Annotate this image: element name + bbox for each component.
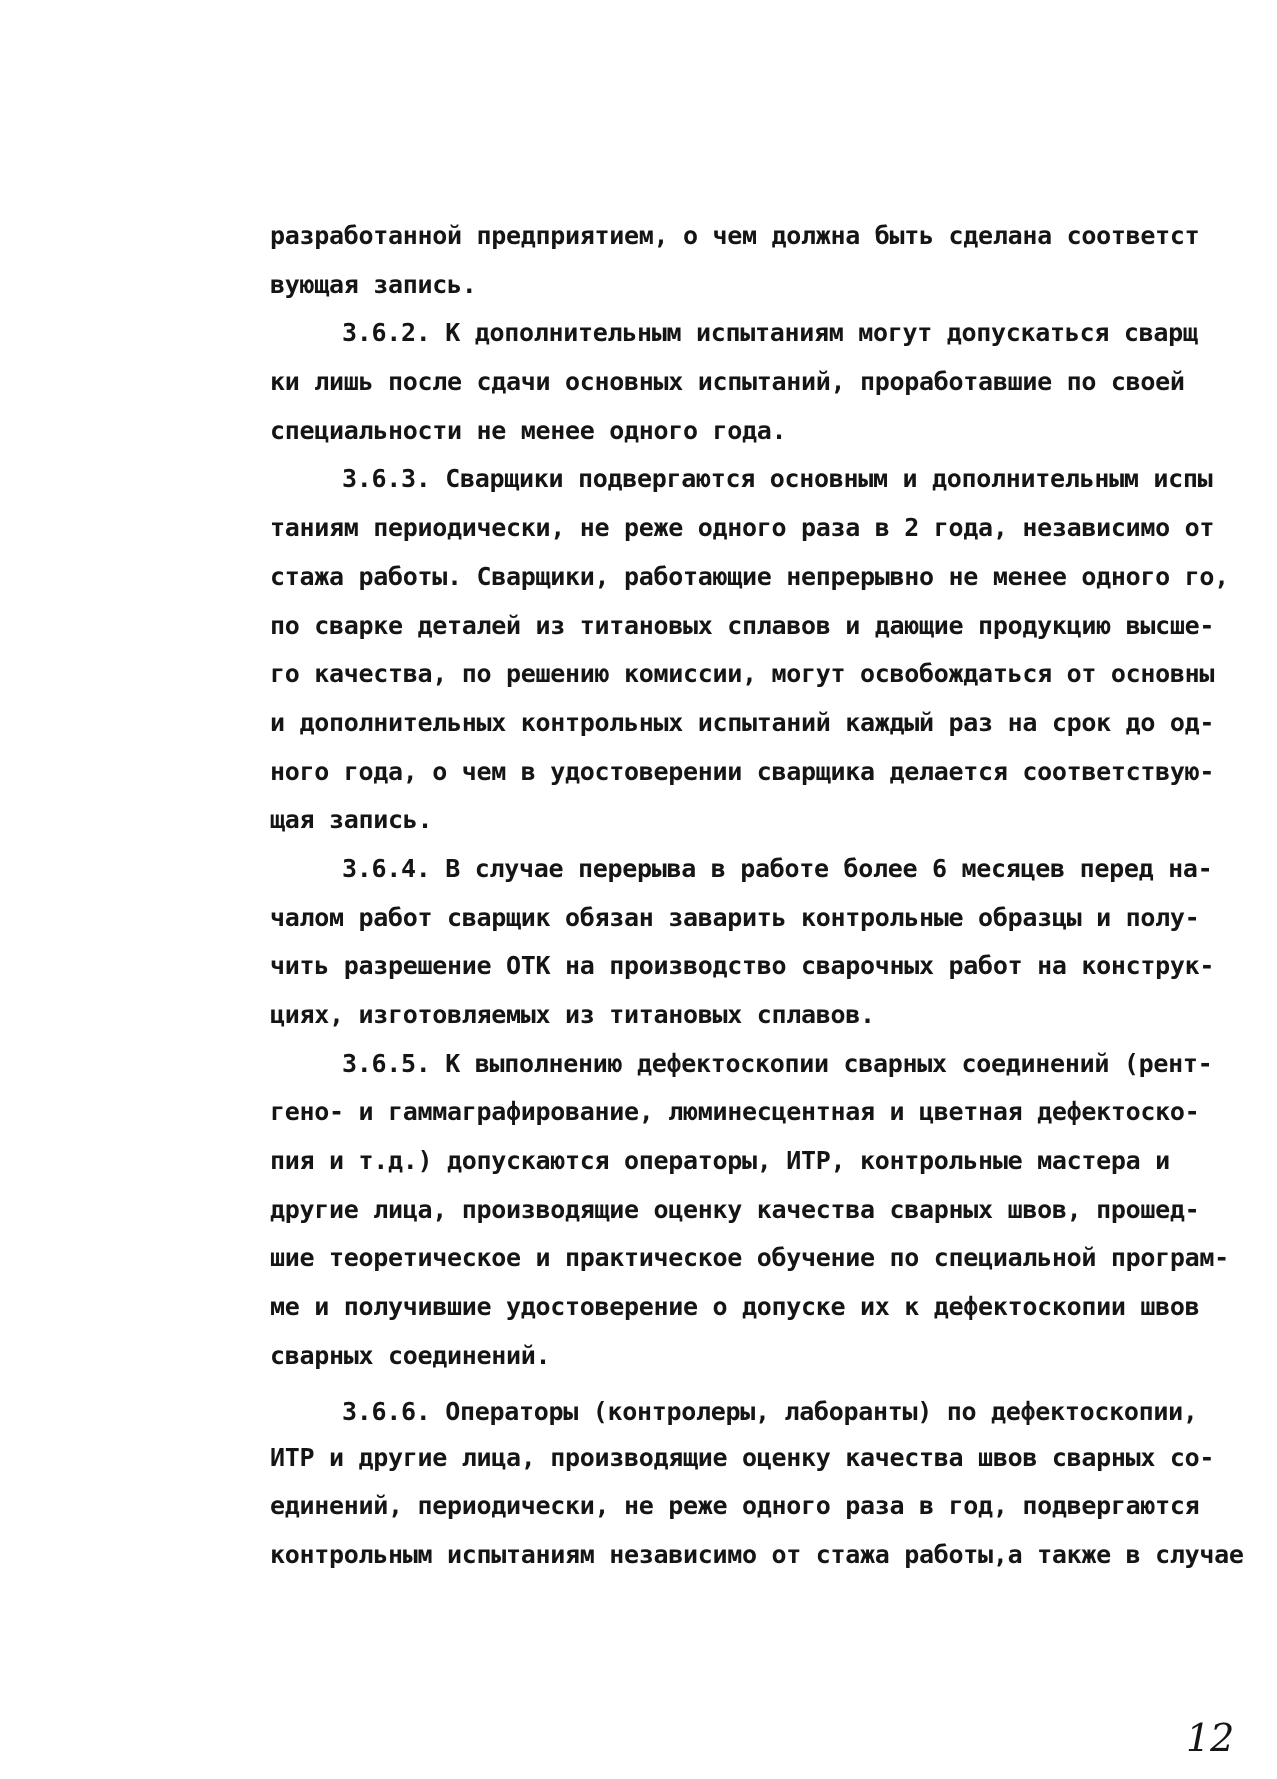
text-line: ки лишь после сдачи основных испытаний, проработавшие по своей — [270, 367, 1185, 397]
text-line: циях, изготовляемых из титановых сплавов. — [270, 1000, 875, 1029]
text-line: другие лица, производящие оценку качества сварных швов, прошед- — [270, 1194, 1200, 1224]
text-line: чить разрешение ОТК на производство сварочных работ на конструк- — [270, 951, 1215, 981]
text-line: ного года, о чем в удостоверении сварщика делается соответствую- — [270, 756, 1215, 786]
text-line: гено- и гаммаграфирование, люминесцентная и цветная дефектоско- — [270, 1097, 1200, 1127]
text-line: сварных соединений. — [270, 1340, 551, 1370]
text-line: контрольным испытаниям независимо от стажа работы,а также в случае — [270, 1539, 1244, 1569]
paragraph-3-6-3-start: 3.6.3. Сварщики подвергаются основным и дополнительным испы — [342, 464, 1213, 494]
paragraph-3-6-4-start: 3.6.4. В случае перерыва в работе более 6 месяцев перед на- — [342, 853, 1213, 883]
text-line: по сварке деталей из титановых сплавов и дающие продукцию высше- — [270, 610, 1215, 640]
text-line: щая запись. — [270, 805, 433, 835]
text-line: ме и получившие удостоверение о допуске их к дефектоскопии швов — [270, 1292, 1200, 1322]
text-line: вующая запись. — [270, 269, 477, 299]
text-line: ИТР и другие лица, производящие оценку качества швов сварных со- — [270, 1442, 1215, 1472]
paragraph-3-6-2-start: 3.6.2. К дополнительным испытаниям могут допускаться сварщ — [342, 318, 1198, 348]
text-line: чалом работ сварщик обязан заварить контрольные образцы и полу- — [270, 902, 1200, 932]
text-line: специальности не менее одного года. — [270, 415, 787, 445]
text-line: единений, периодически, не реже одного раза в год, подвергаются — [270, 1491, 1200, 1521]
text-line: и дополнительных контрольных испытаний каждый раз на срок до од- — [270, 707, 1215, 737]
text-line: таниям периодически, не реже одного раза в 2 года, независимо от — [270, 513, 1215, 543]
text-line: стажа работы. Сварщики, работающие непрерывно не менее одного го, — [270, 561, 1229, 591]
page-number: 12 — [1186, 1716, 1235, 1760]
text-line: шие теоретическое и практическое обучение по специальной програм- — [270, 1243, 1229, 1273]
paragraph-3-6-6-start: 3.6.6. Операторы (контролеры, лаборанты) по дефектоскопии, — [342, 1396, 1198, 1426]
text-line: пия и т.д.) допускаются операторы, ИТР, контрольные мастера и — [270, 1146, 1170, 1176]
text-line: го качества, по решению комиссии, могут освобождаться от основны — [270, 659, 1215, 689]
text-line: разработанной предприятием, о чем должна быть сделана соответст — [270, 221, 1200, 250]
document-body — [270, 212, 1260, 1580]
paragraph-3-6-5-start: 3.6.5. К выполнению дефектоскопии сварных соединений (рент- — [342, 1048, 1213, 1078]
